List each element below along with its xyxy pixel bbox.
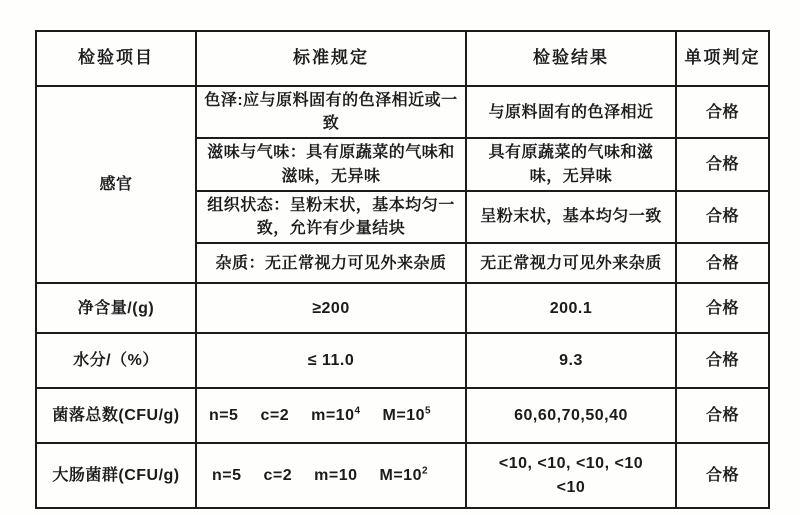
- standard-cell-moisture: ≤ 11.0: [196, 333, 466, 388]
- standard-cell-taste-odor: 滋味与气味：具有原蔬菜的气味和滋味，无异味: [196, 138, 466, 190]
- tpc-m-value: $m=10^4$: [311, 405, 361, 425]
- table-row-net-content: [36, 283, 769, 333]
- tpc-c-value: c=2: [260, 407, 290, 425]
- judgment-cell-net-content: 合格: [676, 283, 769, 333]
- row-label-net-content: 净含量/(g): [36, 283, 196, 333]
- coliform-n-value: n=5: [211, 467, 242, 485]
- result-cell-impurity: 无正常视力可见外来杂质: [466, 243, 676, 283]
- result-cell-net-content: 200.1: [466, 283, 676, 333]
- judgment-cell-color: 合格: [676, 86, 769, 138]
- result-cell-color: 与原料固有的色泽相近: [466, 86, 676, 138]
- col-header-standard: 标准规定: [196, 31, 466, 86]
- tpc-m-exponent: 4: [354, 405, 361, 417]
- tpc-M-exponent: 5: [425, 405, 432, 417]
- result-cell-total-plate-count: 60,60,70,50,40: [466, 388, 676, 443]
- inspection-result-table: [35, 30, 770, 509]
- coliform-M-exponent: 2: [421, 465, 429, 477]
- judgment-cell-impurity: 合格: [676, 243, 769, 283]
- col-header-inspection-item: 检验项目: [36, 31, 196, 86]
- judgment-cell-total-plate-count: 合格: [676, 388, 769, 443]
- coliform-result-line2: <10: [556, 478, 586, 496]
- row-label-moisture: 水分/（%）: [36, 333, 196, 388]
- coliform-result-line1: <10, <10, <10, <10: [498, 455, 644, 473]
- row-label-total-plate-count: 菌落总数(CFU/g): [36, 388, 196, 443]
- tpc-n-value: n=5: [208, 407, 239, 425]
- table-row-total-plate-count: [36, 388, 769, 443]
- tpc-M-value: $M=10^5$: [382, 405, 432, 425]
- coliform-m-value: m=10: [314, 467, 358, 485]
- standard-cell-impurity: 杂质：无正常视力可见外来杂质: [196, 243, 466, 283]
- result-cell-moisture: 9.3: [466, 333, 676, 388]
- coliform-M-value: $M=10^2$: [379, 465, 429, 485]
- judgment-cell-moisture: 合格: [676, 333, 769, 388]
- row-label-sensory: 感官: [36, 86, 196, 283]
- table-row-sensory-color: [36, 86, 769, 138]
- standard-cell-coliform: [196, 443, 466, 508]
- coliform-c-value: c=2: [263, 467, 293, 485]
- standard-cell-texture: 组织状态：呈粉末状，基本均匀一致，允许有少量结块: [196, 191, 466, 243]
- table-row-coliform: [36, 443, 769, 508]
- result-cell-texture: 呈粉末状，基本均匀一致: [466, 191, 676, 243]
- result-cell-coliform: [466, 443, 676, 508]
- table-row-moisture: [36, 333, 769, 388]
- standard-cell-total-plate-count: [196, 388, 466, 443]
- col-header-judgment: 单项判定: [676, 31, 769, 86]
- col-header-result: 检验结果: [466, 31, 676, 86]
- judgment-cell-texture: 合格: [676, 191, 769, 243]
- header-row: [36, 31, 769, 86]
- judgment-cell-coliform: 合格: [676, 443, 769, 508]
- standard-cell-color: 色泽:应与原料固有的色泽相近或一致: [196, 86, 466, 138]
- row-label-coliform: 大肠菌群(CFU/g): [36, 443, 196, 508]
- result-cell-taste-odor: 具有原蔬菜的气味和滋味，无异味: [466, 138, 676, 190]
- judgment-cell-taste-odor: 合格: [676, 138, 769, 190]
- standard-cell-net-content: ≥200: [196, 283, 466, 333]
